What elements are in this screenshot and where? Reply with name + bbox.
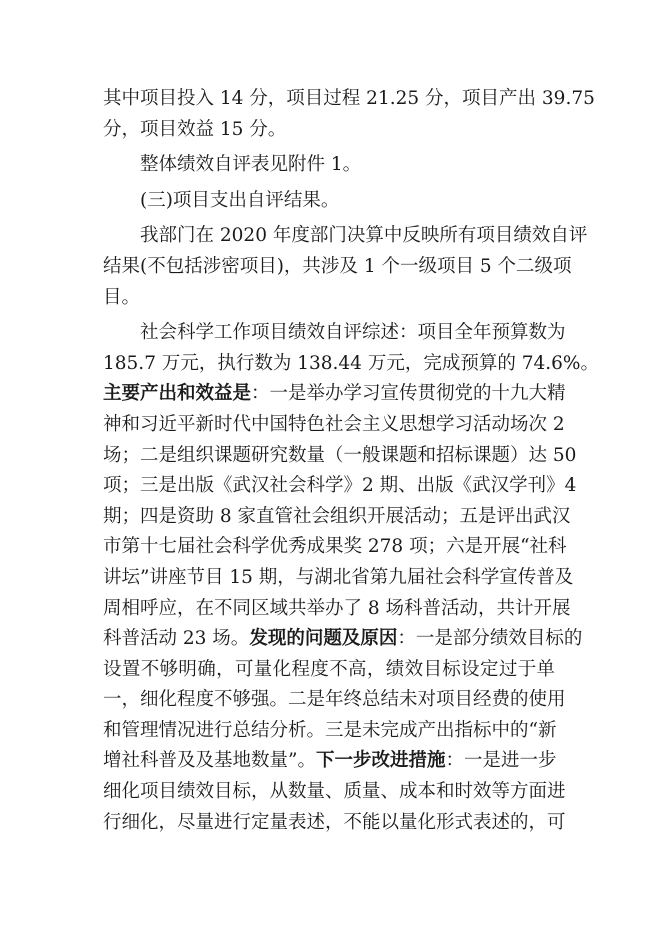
bold-heading-text: 主要产出和效益是 <box>103 383 252 405</box>
paragraph <box>103 84 595 145</box>
text-line: 细化项目绩效目标，从数量、质量、成本和时效等方面进 <box>103 781 566 803</box>
paragraph <box>103 150 555 181</box>
text-line: 和管理情况进行总结分析。三是未完成产出指标中的“新 <box>103 719 557 741</box>
text-segment: ：一是举办学习宣传贯彻党的十九大精 <box>251 383 566 405</box>
text-line: 项；三是出版《武汉社会科学》2 期、出版《武汉学刊》4 <box>103 475 577 497</box>
document-body <box>103 84 599 838</box>
text-segment: 科普活动 23 场。 <box>103 628 250 650</box>
text-line: 结果(不包括涉密项目)，共涉及 1 个一级项目 5 个二级项 <box>103 255 572 277</box>
text-line: 分，项目效益 15 分。 <box>103 118 287 140</box>
text-line: 整体绩效自评表见附件 1。 <box>140 154 362 176</box>
text-line: 行细化，尽量进行定量表述，不能以量化形式表述的，可 <box>103 811 566 833</box>
text-line: 一，细化程度不够强。二是年终总结未对项目经费的使用 <box>103 689 566 711</box>
paragraph <box>103 186 555 217</box>
text-segment: ：一是进一步 <box>445 750 557 772</box>
text-line: 目。 <box>103 286 141 308</box>
text-line: 周相呼应，在不同区域共举办了 8 场科普活动，共计开展 <box>103 597 571 619</box>
text-segment: ：一是部分绩效目标的 <box>397 628 583 650</box>
bold-heading-text: 发现的问题及原因 <box>249 628 398 650</box>
text-line: 讲坛”讲座节目 15 期，与湖北省第九届社会科学宣传普及 <box>103 566 574 588</box>
text-line: 神和习近平新时代中国特色社会主义思想学习活动场次 2 <box>103 413 565 435</box>
text-line <box>103 379 566 410</box>
text-line: 期；四是资助 8 家直管社会组织开展活动；五是评出武汉 <box>103 505 571 527</box>
text-line: (三)项目支出自评结果。 <box>140 189 340 211</box>
text-line: 社会科学工作项目绩效自评综述：项目全年预算数为 <box>140 322 566 344</box>
text-line: 我部门在 2020 年度部门决算中反映所有项目绩效自评 <box>140 225 588 247</box>
bold-heading-text: 下一步改进措施 <box>315 750 446 772</box>
text-line: 场；二是组织课题研究数量（一般课题和招标课题）达 50 <box>103 444 577 466</box>
text-line: 185.7 万元，执行数为 138.44 万元，完成预算的 74.6%。 <box>103 352 599 374</box>
paragraph <box>103 221 588 313</box>
text-line: 设置不够明确，可量化程度不高，绩效目标设定过于单 <box>103 658 556 680</box>
paragraph <box>103 318 599 838</box>
text-segment: 增社科普及及基地数量”。 <box>103 750 316 772</box>
text-line <box>103 624 583 655</box>
text-line: 其中项目投入 14 分，项目过程 21.25 分，项目产出 39.75 <box>103 88 595 109</box>
text-line: 市第十七届社会科学优秀成果奖 278 项；六是开展“社科 <box>103 536 567 558</box>
text-line <box>103 746 555 777</box>
